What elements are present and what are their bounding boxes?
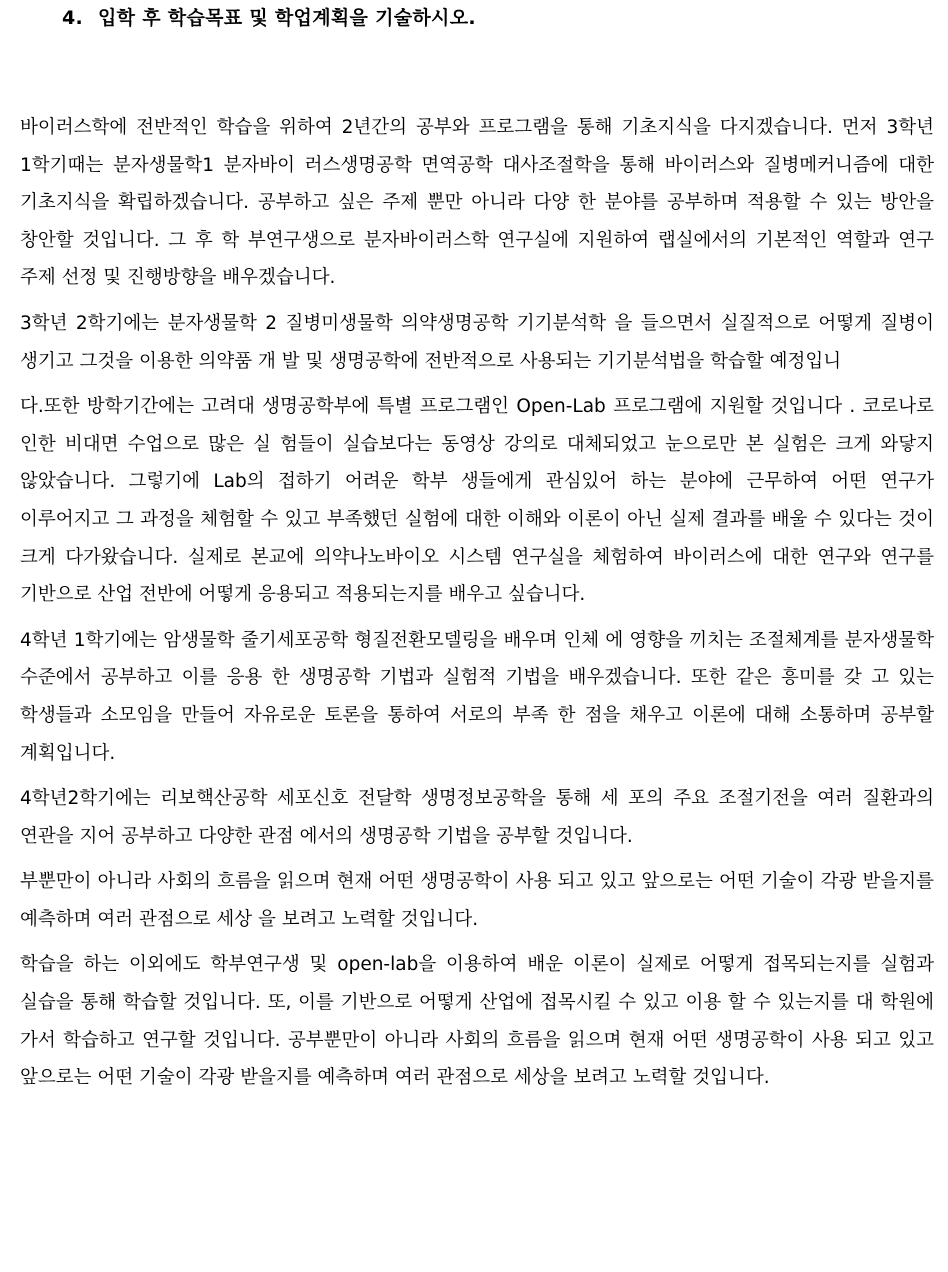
paragraph-4: 4학년 1학기에는 암생물학 줄기세포공학 형질전환모델링을 배우며 인체 에 영향을 끼치는 조절체계를 분자생물학 수준에서 공부하고 이를 응용 한 생명공학 기법과 실험적 기법을 배우겠습니다. 또한 같은 흥미를 갖 고 있는 학생들과 소모임을 만들어 자유로운 토론을 통하여 서로의 부족 한 점을 채우고 이론에 대해 소통하며 공부할 계획입니다. bbox=[20, 629, 934, 764]
paragraph-7: 학습을 하는 이외에도 학부연구생 및 open-lab을 이용하여 배운 이론이 실제로 어떻게 접목되는지를 실험과 실습을 통해 학습할 것입니다. 또, 이를 기반으로 어떻게 산업에 접목시킬 수 있고 이용 할 수 있는지를 대 학원에 가서 학습하고 연구할 것입니다. 공부뿐만이 아니라 사회의 흐름을 읽으며 현재 어떤 생명공학이 사용 되고 있고 앞으로는 어떤 기술이 각광 받을지를 예측하며 여러 관점으로 세상을 보려고 노력할 것입니다. bbox=[20, 954, 934, 1089]
question-heading bbox=[62, 4, 476, 32]
paragraph-1: 바이러스학에 전반적인 학습을 위하여 2년간의 공부와 프로그램을 통해 기초지식을 다지겠습니다. 먼저 3학년 1학기때는 분자생물학1 분자바이 러스생명공학 면역공학 대사조절학을 통해 바이러스와 질병메커니즘에 대한 기초지식을 확립하겠습니다. 공부하고 싶은 주제 뿐만 아니라 다양 한 분야를 공부하며 적용할 수 있는 방안을 창안할 것입니다. 그 후 학 부연구생으로 분자바이러스학 연구실에 지원하여 랩실에서의 기본적인 역할과 연구 주제 선정 및 진행방향을 배우겠습니다. bbox=[20, 117, 934, 289]
question-title: 입학 후 학습목표 및 학업계획을 기술하시오. bbox=[98, 7, 476, 29]
paragraph-6: 부뿐만이 아니라 사회의 흐름을 읽으며 현재 어떤 생명공학이 사용 되고 있고 앞으로는 어떤 기술이 각광 받을지를 예측하며 여러 관점으로 세상 을 보려고 노력할 것입니다. bbox=[20, 871, 934, 930]
paragraph-3: 다.또한 방학기간에는 고려대 생명공학부에 특별 프로그램인 Open-Lab 프로그램에 지원할 것입니다 . 코로나로 인한 비대면 수업으로 많은 실 험들이 실습보다는 동영상 강의로 대체되었고 눈으로만 본 실험은 크게 와닿지 않았습니다. 그렇기에 Lab의 접하기 어려운 학부 생들에게 관심있어 하는 분야에 근무하여 어떤 연구가 이루어지고 그 과정을 체험할 수 있고 부족했던 실험에 대한 이해와 이론이 아닌 실제 결과를 배울 수 있다는 것이 크게 다가왔습니다. 실제로 본교에 의약나노바이오 시스템 연구실을 체험하여 바이러스에 대한 연구와 연구를 기반으로 산업 전반에 어떻게 응용되고 적용되는지를 배우고 싶습니다. bbox=[20, 396, 934, 606]
answer-body bbox=[20, 109, 934, 1105]
paragraph-5: 4학년2학기에는 리보핵산공학 세포신호 전달학 생명정보공학을 통해 세 포의 주요 조절기전을 여러 질환과의 연관을 지어 공부하고 다양한 관점 에서의 생명공학 기법을 공부할 것입니다. bbox=[20, 788, 934, 847]
question-number: 4. bbox=[62, 7, 84, 29]
paragraph-2: 3학년 2학기에는 분자생물학 2 질병미생물학 의약생명공학 기기분석학 을 들으면서 실질적으로 어떻게 질병이 생기고 그것을 이용한 의약품 개 발 및 생명공학에 전반적으로 사용되는 기기분석법을 학습할 예정입니 bbox=[20, 312, 934, 372]
